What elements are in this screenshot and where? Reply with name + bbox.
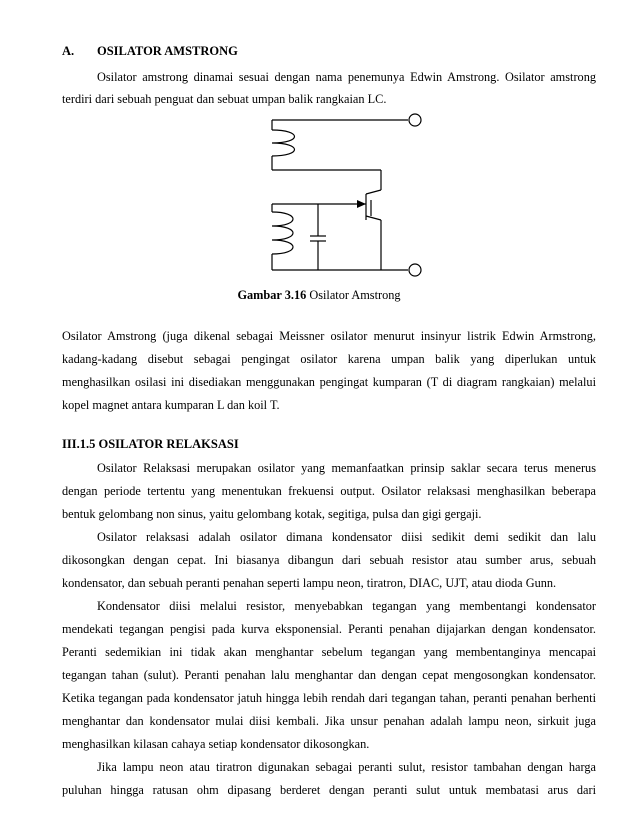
transistor-emitter-leg xyxy=(366,216,381,220)
section-b-line-10: tegangan tahan (sulut). Peranti penahan lalu menghantar dan dengan cepat mengosongkan kondensator. xyxy=(62,668,596,682)
armstrong-oscillator-circuit-diagram xyxy=(260,108,430,278)
section-b-line-7: Kondensator diisi melalui resistor, menyebabkan tegangan yang membentangi kondensator xyxy=(97,599,596,613)
paragraph2-line-2: kadang-kadang disebut sebagai pengingat osilator karena umpan balik yang diperlukan untuk xyxy=(62,352,596,366)
section-b-line-14: Jika lampu neon atau tiratron digunakan sebagai peranti sulut, resistor tambahan dengan harga xyxy=(97,760,596,774)
section-b-title: III.1.5 OSILATOR RELAKSASI xyxy=(62,437,239,451)
section-b-line-2: dengan periode tertentu yang menentukan frekuensi output. Osilator relaksasi menghasilkan beberapa xyxy=(62,484,596,498)
transistor-collector-leg xyxy=(366,190,381,194)
coil-t-feedback-icon xyxy=(272,130,295,156)
section-b-line-4: Osilator relaksasi adalah osilator dimana kondensator diisi sedikit demi sedikit dan lalu xyxy=(97,530,596,544)
section-b-line-6: kondensator, dan sebuah peranti penahan seperti lampu neon, tiratron, DIAC, UJT, atau dioda Gunn. xyxy=(62,576,557,590)
figure-text: Osilator Amstrong xyxy=(309,288,401,302)
section-b-line-8: mendekati tegangan pengisi pada kurva eksponensial. Peranti penahan dijajarkan dengan kondensator. xyxy=(62,622,596,636)
paragraph2-line-3: menghasilkan osilasi ini disediakan menggunakan pengingat kumparan (T di diagram rangkaian) melalui xyxy=(62,375,596,389)
figure-caption xyxy=(0,288,638,303)
section-b-line-11: Ketika tegangan pada kondensator jatuh hingga lebih rendah dari tegangan tahan, peranti penahan berhenti xyxy=(62,691,596,705)
section-b-line-1: Osilator Relaksasi merupakan osilator yang memanfaatkan prinsip saklar secara terus menerus xyxy=(97,461,596,475)
section-a-line-1: Osilator amstrong dinamai sesuai dengan nama penemunya Edwin Amstrong. Osilator amstrong xyxy=(97,70,596,84)
terminal-top-icon xyxy=(409,114,421,126)
paragraph2-line-1: Osilator Amstrong (juga dikenal sebagai Meissner osilator menurut insinyur listrik Edwin Armstrong, xyxy=(62,329,596,343)
paragraph2-line-4: kopel magnet antara kumparan L dan koil T. xyxy=(62,398,280,412)
section-b-line-9: Peranti sedemikian ini tidak akan menghantar sebelum tegangan yang membentanginya mencapai xyxy=(62,645,596,659)
coil-l-tank-icon xyxy=(272,212,293,254)
section-b-line-12: menghantar dan kondensator mulai diisi kembali. Jika unsur penahan adalah lampu neon, sirkuit juga xyxy=(62,714,596,728)
terminal-bottom-icon xyxy=(409,264,421,276)
section-b-line-15: puluhan hingga ratusan ohm dipasang berderet dengan peranti sulut untuk membatasi arus dari xyxy=(62,783,596,797)
section-b-line-3: bentuk gelombang non sinus, yaitu gelombang kotak, segitiga, pulsa dan gigi gergaji. xyxy=(62,507,482,521)
section-a-marker: A. xyxy=(62,44,75,58)
section-a-line-2: terdiri dari sebuah penguat dan sebuat umpan balik rangkaian LC. xyxy=(62,92,387,106)
section-b-line-5: dikosongkan dengan cepat. Ini biasanya dibangun dari sebuah resistor atau sumber arus, sebuah xyxy=(62,553,596,567)
section-a-title: OSILATOR AMSTRONG xyxy=(97,44,238,58)
section-b-line-13: menghasilkan kilasan cahaya setiap kondensator dikosongkan. xyxy=(62,737,370,751)
figure-label: Gambar 3.16 xyxy=(237,288,307,302)
